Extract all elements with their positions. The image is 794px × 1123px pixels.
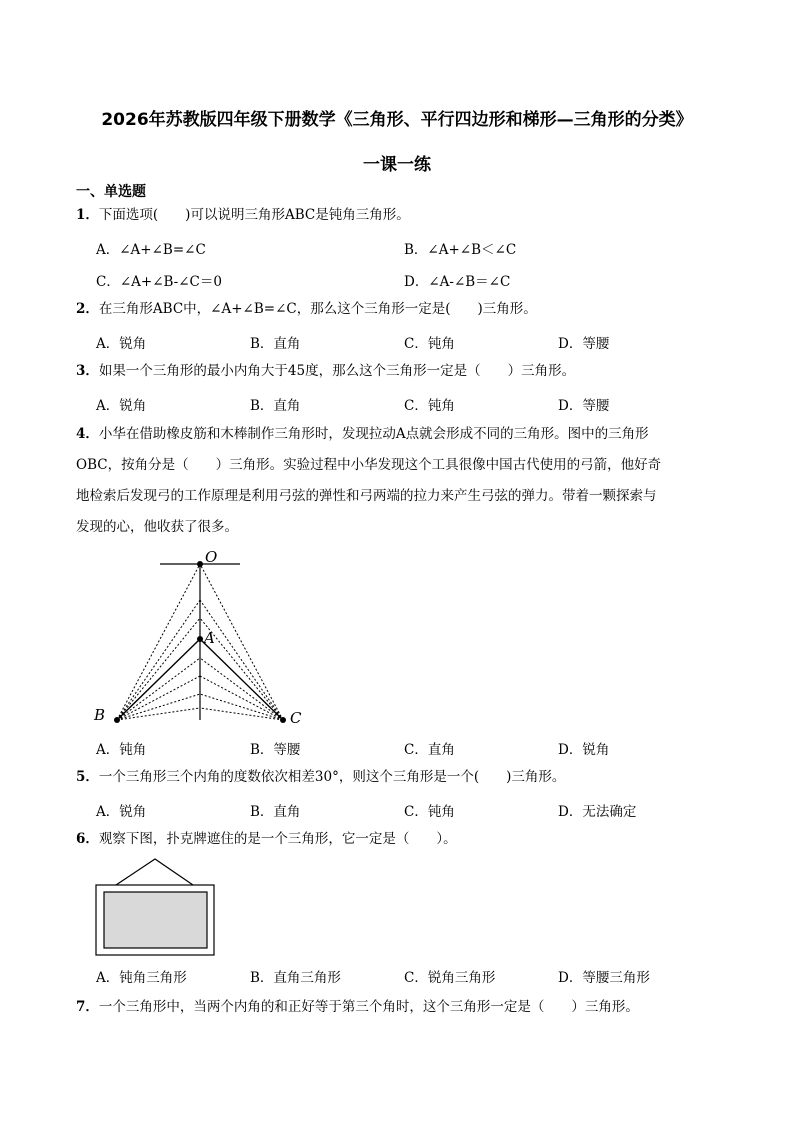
- question-number: 7．: [76, 999, 99, 1015]
- option-c[interactable]: C．直角: [404, 742, 455, 758]
- covered-triangle-card-figure: [94, 855, 218, 959]
- option-d[interactable]: D．等腰: [558, 398, 610, 414]
- option-c[interactable]: C．∠A+∠B-∠C＝0: [96, 274, 222, 290]
- question-text: 下面选项( )可以说明三角形ABC是钝角三角形。: [98, 207, 410, 223]
- option-a[interactable]: A．锐角: [96, 336, 147, 352]
- section-heading: 一、单选题: [76, 184, 146, 200]
- question-5: [76, 762, 716, 793]
- label-b: B: [94, 706, 106, 724]
- options-q1-row2: [96, 270, 716, 292]
- question-text-line4: 发现的心，他收获了很多。: [76, 519, 238, 535]
- question-number: 5．: [76, 769, 99, 785]
- question-6: [76, 824, 716, 855]
- question-text: 如果一个三角形的最小内角大于45度，那么这个三角形一定是（ ）三角形。: [98, 363, 576, 379]
- option-c[interactable]: C．钝角: [404, 336, 455, 352]
- option-d[interactable]: D．∠A-∠B＝∠C: [404, 274, 511, 290]
- question-text-line3: 地检索后发现弓的工作原理是利用弓弦的弹性和弓两端的拉力来产生弓弦的弹力。带着一颗探索与: [76, 488, 657, 504]
- question-number: 1．: [76, 207, 99, 223]
- options-q1-row1: [96, 238, 716, 260]
- option-d[interactable]: D．等腰: [558, 336, 610, 352]
- question-4: [76, 419, 716, 543]
- option-b[interactable]: B．直角: [250, 804, 301, 820]
- option-b[interactable]: B．直角三角形: [250, 970, 341, 986]
- option-d[interactable]: D．无法确定: [558, 804, 637, 820]
- question-text: 在三角形ABC中，∠A+∠B=∠C，那么这个三角形一定是( )三角形。: [98, 301, 537, 317]
- question-number: 2．: [76, 301, 99, 317]
- question-number: 6．: [76, 831, 99, 847]
- label-c: C: [290, 709, 302, 727]
- question-text: 一个三角形中，当两个内角的和正好等于第三个角时，这个三角形一定是（ ）三角形。: [98, 999, 639, 1015]
- options-q3: [96, 394, 716, 416]
- option-a[interactable]: A．钝角: [96, 742, 147, 758]
- bow-triangle-figure: [90, 548, 320, 730]
- options-q2: [96, 332, 716, 354]
- options-q4: [96, 738, 716, 760]
- question-number: 3．: [76, 363, 99, 379]
- label-a: A: [204, 629, 215, 647]
- options-q6: [96, 966, 716, 988]
- question-7: [76, 992, 716, 1023]
- option-c[interactable]: C．锐角三角形: [404, 970, 496, 986]
- option-a[interactable]: A．锐角: [96, 398, 147, 414]
- label-o: O: [205, 548, 218, 566]
- option-a[interactable]: A．钝角三角形: [96, 970, 187, 986]
- option-a[interactable]: A．锐角: [96, 804, 147, 820]
- question-text-line1: 小华在借助橡皮筋和木棒制作三角形时，发现拉动A点就会形成不同的三角形。图中的三角形: [98, 426, 649, 442]
- options-q5: [96, 800, 716, 822]
- question-text: 一个三角形三个内角的度数依次相差30°，则这个三角形是一个( )三角形。: [98, 769, 566, 785]
- option-c[interactable]: C．钝角: [404, 398, 455, 414]
- question-text-line2: OBC，按角分是（ ）三角形。实验过程中小华发现这个工具很像中国古代使用的弓箭，他好奇: [76, 457, 662, 473]
- option-a[interactable]: A．∠A+∠B=∠C: [96, 242, 206, 258]
- document-title-line2: 一课一练: [363, 155, 431, 175]
- option-c[interactable]: C．钝角: [404, 804, 455, 820]
- question-1: [76, 200, 716, 231]
- question-3: [76, 356, 716, 387]
- question-2: [76, 294, 716, 325]
- option-b[interactable]: B．等腰: [250, 742, 301, 758]
- option-b[interactable]: B．直角: [250, 398, 301, 414]
- option-d[interactable]: D．等腰三角形: [558, 970, 650, 986]
- question-number: 4．: [76, 426, 99, 442]
- document-title-line1: 2026年苏教版四年级下册数学《三角形、平行四边形和梯形—三角形的分类》: [101, 110, 693, 130]
- question-text: 观察下图，扑克牌遮住的是一个三角形，它一定是（ ）。: [98, 831, 457, 847]
- option-b[interactable]: B．直角: [250, 336, 301, 352]
- option-b[interactable]: B．∠A+∠B＜∠C: [404, 242, 517, 258]
- option-d[interactable]: D．锐角: [558, 742, 610, 758]
